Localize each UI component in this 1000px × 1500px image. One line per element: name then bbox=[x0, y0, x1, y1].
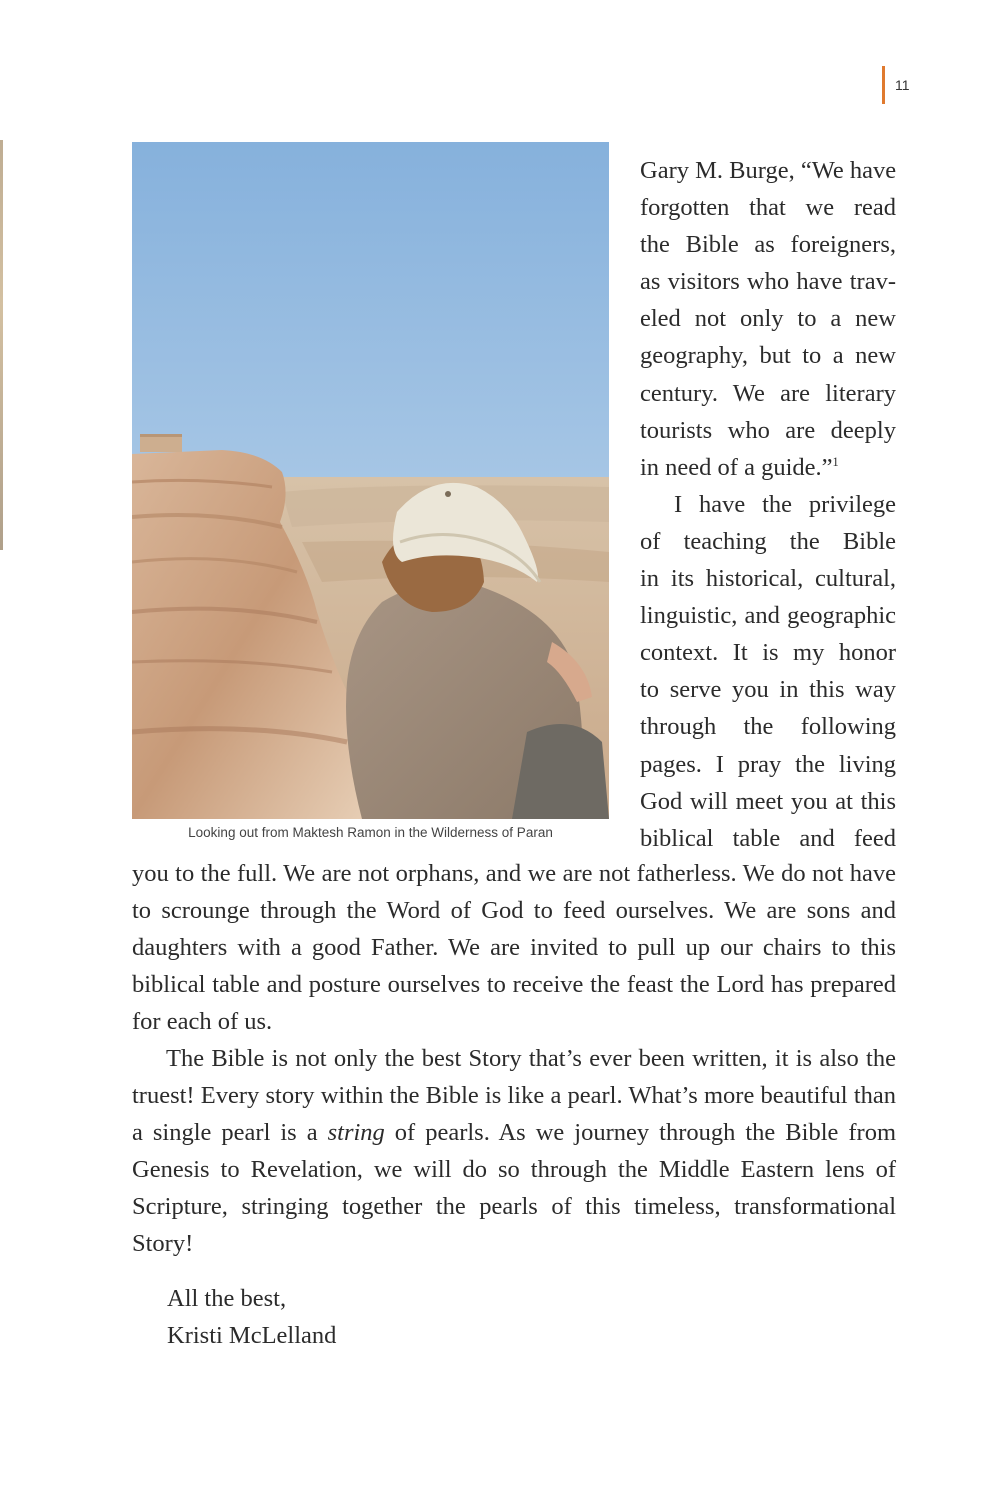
signoff bbox=[167, 1280, 336, 1354]
side-line: tourists who are deeply bbox=[640, 416, 896, 444]
side-line: through the following bbox=[640, 713, 896, 741]
side-line: as visitors who have trav- bbox=[640, 268, 896, 296]
desert-overlook-photo bbox=[132, 142, 609, 819]
paragraph-emphasis: string bbox=[327, 1119, 385, 1146]
page-number-area bbox=[882, 66, 910, 104]
paragraph-continuation: you to the full. We are not orphans, and we are not fatherless. We do not have to scrounge through the Word of God to feed ourselves. We are sons and daughters with a good Father. We are invited to pull up our chairs to this biblical table and posture ourselves to receive the feast the Lord has prepared for each of us. bbox=[132, 860, 896, 1035]
side-line: context. It is my honor bbox=[640, 639, 896, 667]
side-line: biblical table and feed bbox=[640, 824, 896, 852]
side-line: the Bible as foreigners, bbox=[640, 231, 896, 259]
side-line: God will meet you at this bbox=[640, 787, 896, 815]
page-number: 11 bbox=[895, 77, 910, 93]
side-text-column bbox=[640, 152, 896, 857]
side-line: in its historical, cultural, bbox=[640, 565, 896, 593]
paragraph-text: The Bible is not only the best Story that’s ever been written, it is also the truest! Every story within the Bible is like a pearl. What’s more beautiful than a single pearl is a bbox=[132, 1045, 896, 1146]
signoff-author-name: Kristi McLelland bbox=[167, 1322, 337, 1349]
side-line: pages. I pray the living bbox=[640, 750, 896, 778]
side-line: eled not only to a new bbox=[640, 305, 896, 333]
page-number-rule bbox=[882, 66, 885, 104]
side-line: to serve you in this way bbox=[640, 676, 896, 704]
photo-caption: Looking out from Maktesh Ramon in the Wilderness of Paran bbox=[188, 825, 553, 840]
side-line: linguistic, and geographic bbox=[640, 602, 896, 630]
side-line: of teaching the Bible bbox=[640, 527, 896, 555]
page-edge-mark bbox=[0, 140, 3, 550]
photo-figure bbox=[132, 142, 609, 840]
side-line: forgotten that we read bbox=[640, 194, 896, 222]
paragraph-pearls bbox=[132, 1040, 896, 1262]
footnote-ref: 1 bbox=[832, 454, 839, 469]
side-line: century. We are literary bbox=[640, 379, 896, 407]
paragraph-text: of pearls. As we journey through the Bible from Genesis to Revelation, we will do so through the Middle Eastern lens of Scripture, stringing together the pearls of this timeless, transformational Story! bbox=[132, 1119, 897, 1257]
side-line-quote-end bbox=[640, 449, 896, 486]
side-line: Gary M. Burge, “We have bbox=[640, 157, 897, 184]
main-text-column bbox=[132, 855, 896, 1262]
side-line-text: in need of a guide.” bbox=[640, 453, 833, 481]
signoff-closing: All the best, bbox=[167, 1285, 287, 1312]
side-line: I have the privilege bbox=[674, 490, 896, 518]
side-line: geography, but to a new bbox=[640, 342, 896, 370]
